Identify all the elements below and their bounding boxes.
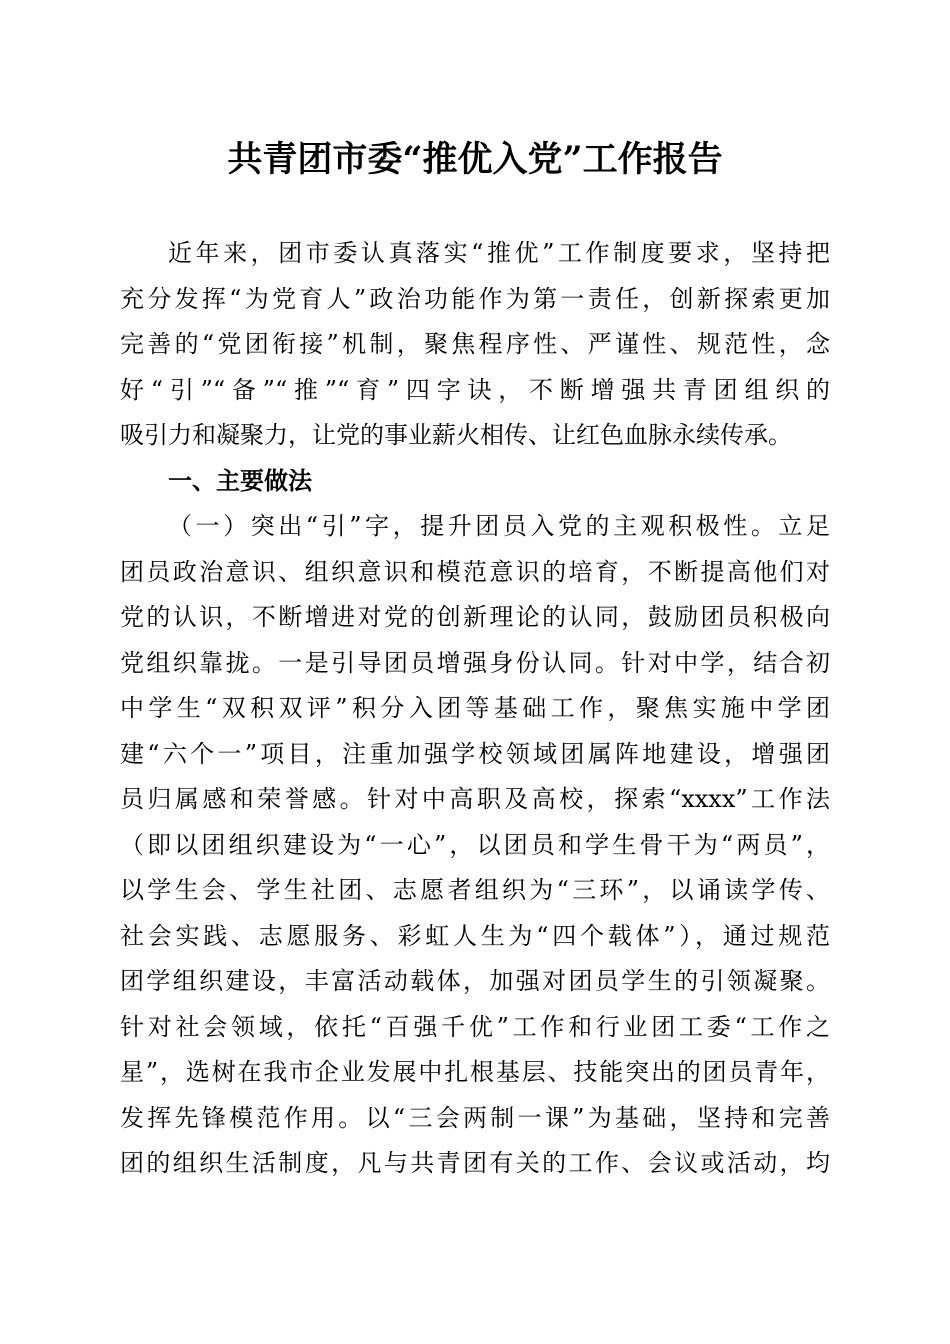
- paragraph-line: 团学组织建设，丰富活动载体，加强对团员学生的引领凝聚。: [120, 967, 830, 995]
- paragraph-line: （一）突出“引”字，提升团员入党的主观积极性。立足: [168, 512, 830, 540]
- paragraph-line: 员归属感和荣誉感。针对中高职及高校，探索“xxxx”工作法: [120, 785, 830, 813]
- document-title: 共青团市委“推优入党”工作报告: [227, 139, 723, 180]
- paragraph-line: 好“引”“备”“推”“育”四字诀，不断增强共青团组织的: [120, 375, 830, 404]
- paragraph-line: 充分发挥“为党育人”政治功能作为第一责任，创新探索更加: [120, 284, 830, 313]
- paragraph-line: 团的组织生活制度，凡与共青团有关的工作、会议或活动，均: [120, 1149, 830, 1177]
- document-body: [120, 231, 830, 1187]
- paragraph-line: 党组织靠拢。一是引导团员增强身份认同。针对中学，结合初: [120, 648, 830, 677]
- paragraph-line: 星”，选树在我市企业发展中扎根基层、技能突出的团员青年，: [120, 1058, 830, 1086]
- paragraph-line: 党的认识，不断增进对党的创新理论的认同，鼓励团员积极向: [120, 603, 830, 631]
- paragraph-line: 中学生“双积双评”积分入团等基础工作，聚焦实施中学团: [120, 694, 830, 722]
- paragraph-line: 社会实践、志愿服务、彩虹人生为“四个载体”），通过规范: [120, 921, 830, 950]
- paragraph-line: 建“六个一”项目，注重加强学校领域团属阵地建设，增强团: [120, 739, 830, 768]
- paragraph-line: 近年来，团市委认真落实“推优”工作制度要求，坚持把: [168, 239, 830, 267]
- paragraph-line: （即以团组织建设为“一心”，以团员和学生骨干为“两员”，: [120, 830, 830, 859]
- paragraph-line: 吸引力和凝聚力，让党的事业薪火相传、让红色血脉永续传承。: [120, 421, 792, 449]
- paragraph-line: 发挥先锋模范作用。以“三会两制一课”为基础，坚持和完善: [120, 1103, 830, 1132]
- paragraph-line: 以学生会、学生社团、志愿者组织为“三环”，以诵读学传、: [120, 876, 830, 904]
- paragraph-line: 完善的“党团衔接”机制，聚焦程序性、严谨性、规范性，念: [120, 330, 830, 358]
- section-heading: 一、主要做法: [168, 466, 312, 495]
- paragraph-line: 团员政治意识、组织意识和模范意识的培育，不断提高他们对: [120, 557, 830, 586]
- paragraph-line: 针对社会领域，依托“百强千优”工作和行业团工委“工作之: [120, 1012, 830, 1041]
